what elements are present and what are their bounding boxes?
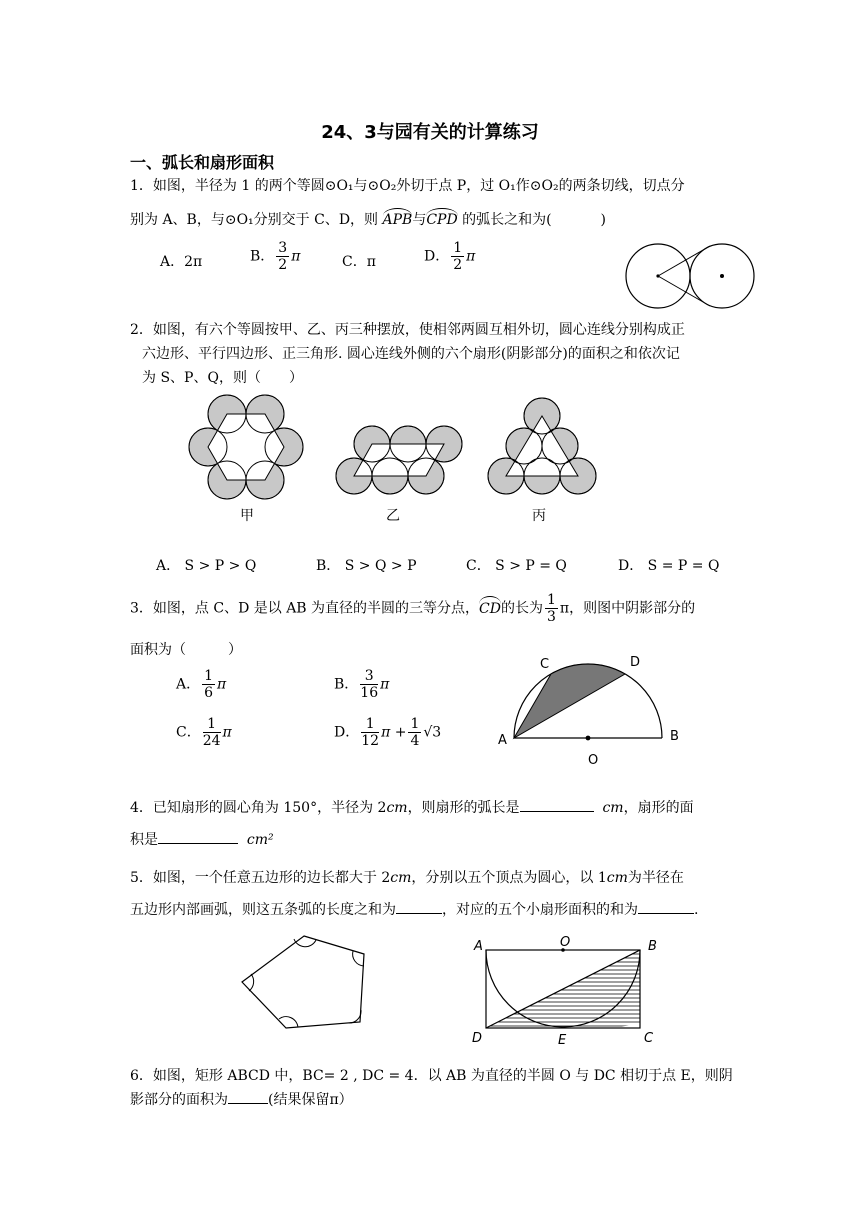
q3-label-c: C	[540, 657, 550, 672]
q5-line2a: 五边形内部画弧，则这五条弧的长度之和为	[130, 902, 396, 918]
q1-option-d-label: D．	[424, 248, 450, 265]
frac-den: 2	[278, 257, 288, 273]
q2-line1: 2．如图，有六个等圆按甲、乙、丙三种摆放，使相邻两圆互相外切，圆心连线分别构成正	[130, 322, 685, 338]
q3-label-d: D	[630, 655, 641, 670]
frac-num: 1	[453, 240, 463, 256]
q3-length-frac	[545, 592, 558, 625]
q4-line1a: 4．已知扇形的圆心角为 150°，半径为 2	[130, 800, 387, 816]
q1-option-c: C．π	[342, 254, 376, 270]
q3-option-d-frac2	[408, 716, 421, 749]
q6-label-e: E	[558, 1033, 567, 1048]
pi-symbol: π	[380, 676, 390, 693]
frac-den: 4	[410, 733, 420, 749]
q3-figure	[494, 646, 694, 770]
frac-num: 3	[278, 240, 288, 256]
pi-symbol: π	[222, 724, 232, 741]
q3-label-a: A	[498, 733, 507, 748]
q4-line1	[130, 798, 694, 818]
q5-line2	[130, 900, 698, 920]
q5-arc-sum-blank[interactable]	[396, 913, 442, 914]
q4-area-blank[interactable]	[158, 843, 238, 844]
q1-close: )	[600, 212, 606, 228]
q3-line1c: π，则图中阴影部分的	[559, 600, 696, 617]
q3-option-b	[334, 668, 389, 701]
frac-num: 1	[361, 716, 379, 733]
q3-option-d	[334, 716, 441, 749]
q1-option-b-label: B．	[250, 248, 275, 265]
q1-line1: 1．如图，半径为 1 的两个等圆⊙O₁与⊙O₂外切于点 P，过 O₁作⊙O₂的两条切线，切点分	[130, 178, 685, 194]
q3-option-c-frac	[203, 716, 221, 749]
q3-option-d-root: √3	[423, 724, 442, 741]
q1-line2a: 别为 A、B，与⊙O₁分别交于 C、D，则	[130, 212, 379, 228]
frac-den: 2	[453, 257, 463, 273]
q3-arc-cd: CD	[479, 598, 501, 620]
frac-den: 6	[204, 685, 214, 701]
q3-label-o: O	[588, 753, 599, 768]
q1-option-b	[250, 240, 300, 273]
q2-line2: 六边形、平行四边形、正三角形. 圆心连线外侧的六个扇形(阴影部分)的面积之和依次记	[142, 346, 680, 362]
q3-option-a-label: A．	[176, 676, 201, 693]
frac-den: 3	[546, 609, 556, 625]
unit-cm: cm	[386, 800, 408, 816]
q5-area-sum-blank[interactable]	[638, 913, 694, 914]
q6-line2b: (结果保留π）	[268, 1092, 353, 1108]
frac-num: 1	[410, 716, 420, 732]
frac-den: 16	[360, 685, 379, 701]
unit-cm2: cm²	[246, 832, 274, 848]
q1-option-a: A．2π	[160, 254, 203, 270]
q3-line1b: 的长为	[500, 600, 543, 617]
q2-label-bing: 丙	[532, 508, 546, 524]
q2-figure-jia	[190, 392, 310, 500]
q3-option-d-label: D．	[334, 724, 360, 741]
q1-line2b: 的弧长之和为(	[462, 212, 552, 228]
q5-line2b: ，对应的五个小扇形面积的和为	[442, 902, 638, 918]
q3-line2: 面积为（ ）	[130, 642, 242, 658]
q3-option-d-mid: π +	[381, 724, 407, 741]
q1-arc-cpd: CPD	[426, 212, 458, 228]
frac-num: 1	[546, 592, 556, 608]
q1-figure	[622, 238, 758, 314]
q3-option-c	[176, 716, 232, 749]
q1-option-d	[424, 240, 475, 273]
q4-arc-length-blank[interactable]	[520, 811, 594, 812]
q5-pentagon-figure	[236, 930, 372, 1034]
q3-option-c-label: C．	[176, 724, 201, 741]
q5-line1b: ，分别以五个顶点为圆心，以 1	[411, 870, 607, 886]
q6-line2a: 影部分的面积为	[130, 1092, 228, 1108]
q3-option-b-frac	[360, 668, 378, 701]
q4-line2a: 积是	[130, 832, 158, 848]
q3-option-d-frac1	[361, 716, 379, 749]
q3-option-a-frac	[202, 668, 215, 701]
page-title: 24、3与园有关的计算练习	[321, 122, 539, 143]
q2-label-jia: 甲	[240, 508, 254, 524]
q6-label-b: B	[648, 939, 657, 954]
frac-den: 12	[361, 733, 380, 749]
section-heading: 一、弧长和扇形面积	[130, 153, 275, 172]
q1-line2	[130, 210, 606, 230]
q2-figure-yi	[328, 424, 460, 498]
q2-option-b: B． S > Q > P	[316, 558, 417, 574]
q1-arc-apb: APB	[382, 212, 413, 228]
q2-option-a: A． S > P > Q	[156, 558, 257, 574]
q5-line2c: .	[694, 902, 699, 918]
q4-line2	[130, 830, 274, 850]
unit-cm: cm	[602, 800, 624, 816]
q6-line2	[130, 1090, 353, 1110]
q2-option-d: D． S = P = Q	[618, 558, 720, 574]
pi-symbol: π	[217, 676, 227, 693]
q3-line1a: 3．如图，点 C、D 是以 AB 为直径的半圆的三等分点，	[130, 600, 480, 617]
q6-label-c: C	[644, 1031, 654, 1046]
q2-line3: 为 S、P、Q，则（ ）	[142, 370, 303, 386]
q3-option-a	[176, 668, 226, 701]
q6-label-a: A	[474, 939, 483, 954]
q6-label-o: O	[560, 935, 571, 950]
q6-answer-blank[interactable]	[228, 1103, 268, 1104]
pi-symbol: π	[291, 248, 301, 265]
q1-option-d-frac	[451, 240, 464, 273]
q6-label-d: D	[472, 1031, 483, 1046]
q1-with: 与	[412, 212, 427, 228]
q3-label-b: B	[670, 729, 679, 744]
unit-cm: cm	[606, 870, 628, 886]
frac-num: 1	[204, 668, 214, 684]
q3-line1	[130, 592, 695, 625]
q5-line1c: 为半径在	[627, 870, 684, 886]
unit-cm: cm	[390, 870, 412, 886]
frac-den: 24	[202, 733, 221, 749]
pi-symbol: π	[466, 248, 476, 265]
q5-line1	[130, 868, 684, 888]
q5-line1a: 5．如图，一个任意五边形的边长都大于 2	[130, 870, 391, 886]
frac-num: 1	[203, 716, 221, 733]
q2-label-yi: 乙	[386, 508, 400, 524]
q4-line1c: ，扇形的面	[623, 800, 694, 816]
frac-num: 3	[360, 668, 378, 685]
q6-line1: 6．如图，矩形 ABCD 中，BC= 2 , DC = 4．以 AB 为直径的半圆 O 与 DC 相切于点 E，则阴	[130, 1068, 733, 1084]
q6-figure	[468, 936, 668, 1048]
q1-option-b-frac	[276, 240, 289, 273]
q3-option-b-label: B．	[334, 676, 359, 693]
q2-figure-bing	[480, 396, 604, 500]
q4-line1b: ，则扇形的弧长是	[407, 800, 520, 816]
q2-option-c: C． S > P = Q	[466, 558, 567, 574]
